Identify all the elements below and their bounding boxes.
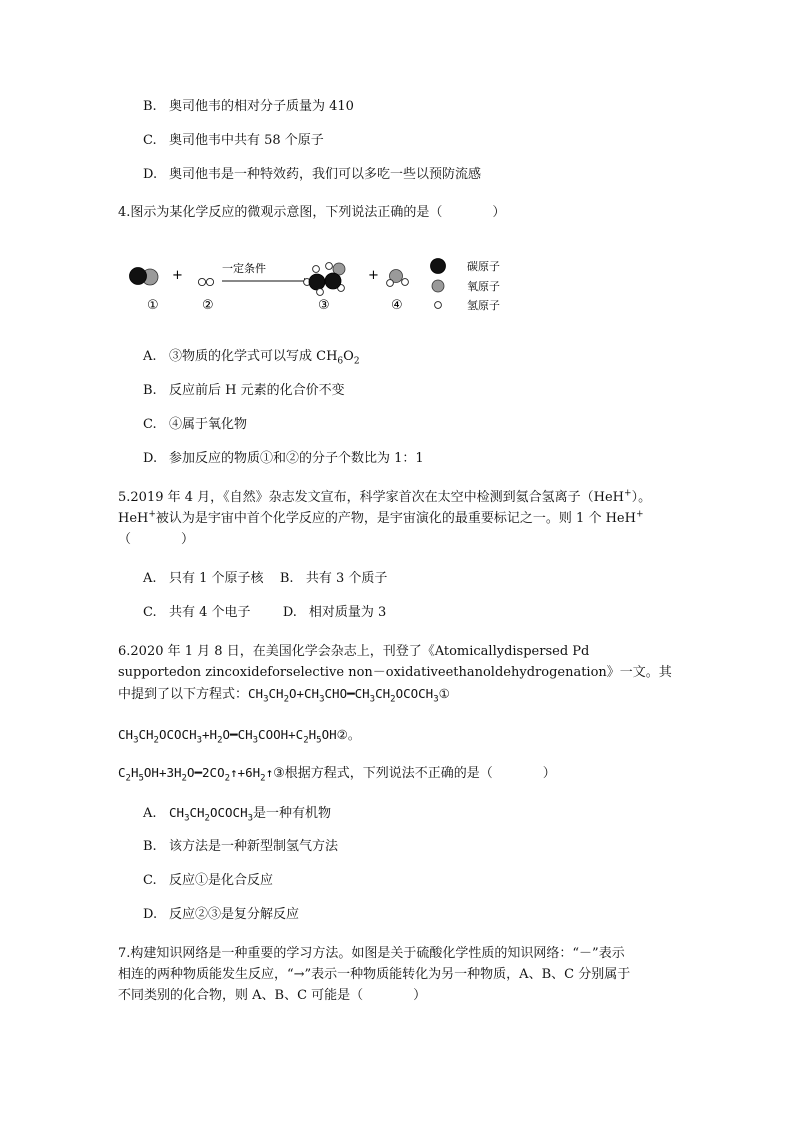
- q6-line-3: [118, 686, 450, 703]
- q5-options-row-2: [143, 605, 386, 621]
- q6-option-d: [143, 907, 299, 923]
- option-text: 只有 1 个原子核: [169, 571, 264, 586]
- option-text: 共有 4 个电子: [169, 605, 251, 620]
- option-text: 反应①是化合反应: [169, 873, 274, 888]
- option-key: D.: [143, 907, 158, 922]
- option-text: 是一种有机物: [253, 806, 332, 821]
- superscript: +: [148, 509, 156, 520]
- arrow-label: 一定条件: [222, 262, 266, 275]
- plus-sign: +: [368, 268, 379, 283]
- option-text: 奥司他韦的相对分子质量为 410: [169, 99, 354, 114]
- q5-line-2: [118, 511, 644, 527]
- superscript: +: [624, 488, 632, 499]
- q4-option-d: [143, 451, 424, 467]
- q7-text: 7.构建知识网络是一种重要的学习方法。如图是关于硫酸化学性质的知识网络：“－”表示: [118, 946, 625, 961]
- option-text: 相对质量为 3: [308, 605, 387, 620]
- option-text: 该方法是一种新型制氢气方法: [169, 839, 339, 854]
- q5-paren-close: ）: [181, 532, 195, 547]
- option-key: D.: [282, 605, 297, 620]
- option-key: A.: [143, 349, 157, 364]
- q7-text: 不同类别的化合物，则 A、B、C 可能是（: [118, 988, 364, 1003]
- q3-option-d: [143, 167, 481, 183]
- option-key: C.: [143, 873, 157, 888]
- option-key: B.: [143, 383, 157, 398]
- equation-3: $C_2H_5OH+3H_2O━2CO_2↑+6H_2↑$: [118, 765, 274, 784]
- q7-line-1: [118, 946, 625, 962]
- molecule-3: [304, 263, 345, 296]
- q3-option-b: [143, 99, 354, 115]
- q6-option-a: [143, 805, 331, 822]
- option-key: D.: [143, 451, 158, 466]
- legend-oxygen: 氧原子: [467, 280, 500, 293]
- label-4: ④: [391, 298, 403, 313]
- molecule-4: [387, 270, 409, 287]
- option-text: 反应前后 H 元素的化合价不变: [169, 383, 345, 398]
- q6-text: supportedon zincoxideforselective non－oxidativeethanoldehydrogenation》一文。其: [118, 665, 672, 680]
- q6-text: ③根据方程式，下列说法不正确的是（: [273, 766, 493, 781]
- q5-text: 5.2019 年 4 月，《自然》杂志发文宣布，科学家首次在太空中检测到氦合氢离子（HeH: [118, 490, 625, 505]
- q5-line-3: [118, 532, 194, 548]
- legend-hydrogen: 氢原子: [467, 299, 500, 312]
- q5-text: HeH: [118, 511, 149, 526]
- reaction-diagram: [120, 252, 520, 318]
- label-1: ①: [147, 298, 159, 313]
- equation-1: $CH_3CH_2O+CH_3CHO━CH_3CH_2OCOCH_3①$: [248, 686, 450, 705]
- plus-sign: +: [172, 268, 183, 283]
- legend: [431, 259, 501, 313]
- q6-stem: [118, 765, 556, 782]
- option-text: O: [343, 349, 354, 364]
- q7-line-3: [118, 988, 426, 1004]
- option-text: 反应②③是复分解反应: [169, 907, 300, 922]
- q6-text: 6.2020 年 1 月 8 日，在美国化学会杂志上，刊登了《Atomicallydispersed Pd: [118, 644, 590, 659]
- q3-option-c: [143, 133, 324, 149]
- molecule-2: [198, 278, 213, 285]
- option-key: A.: [143, 806, 157, 821]
- formula: $CH_3CH_2OCOCH_3$: [169, 805, 254, 824]
- option-key: C.: [143, 417, 157, 432]
- option-key: D.: [143, 167, 158, 182]
- option-key: C.: [143, 133, 157, 148]
- q5-line-1: [118, 490, 651, 506]
- q7-text: ）: [413, 988, 427, 1003]
- q4-option-a: [143, 349, 360, 365]
- q4-option-c: [143, 417, 247, 433]
- q5-text: ）。: [631, 490, 652, 505]
- option-key: C.: [143, 605, 157, 620]
- subscript: 2: [353, 356, 360, 367]
- subscript: 6: [337, 356, 344, 367]
- q6-option-c: [143, 873, 273, 889]
- q4-stem-text: 4.图示为某化学反应的微观示意图，下列说法正确的是（: [118, 205, 443, 220]
- option-text: 奥司他韦中共有 58 个原子: [169, 133, 324, 148]
- option-key: B.: [143, 99, 157, 114]
- q4-stem: [118, 205, 505, 221]
- q4-option-b: [143, 383, 345, 399]
- option-text: 共有 3 个质子: [305, 571, 388, 586]
- label-3: ③: [318, 298, 330, 313]
- q6-line-1: [118, 644, 589, 660]
- legend-carbon: 碳原子: [467, 260, 500, 273]
- q5-paren-open: （: [118, 532, 132, 547]
- q6-text: 中提到了以下方程式：: [118, 687, 249, 702]
- option-text: ③物质的化学式可以写成 CH: [169, 349, 338, 364]
- q7-text: 相连的两种物质能发生反应，“→”表示一种物质能转化为另一种物质，A、B、C 分别属于: [118, 967, 631, 982]
- q6-text: ）: [542, 766, 556, 781]
- equation-2: $CH_3CH_2OCOCH_3+H_2O━CH_3COOH+C_2H_5OH②$。: [118, 727, 361, 746]
- option-key: A.: [143, 571, 157, 586]
- q5-options-row-1: [143, 571, 387, 587]
- q5-text: 被认为是宇宙中首个化学反应的产物，是宇宙演化的最重要标记之一。则 1 个 HeH: [155, 511, 636, 526]
- q6-line-2: [118, 665, 672, 681]
- option-text: 参加反应的物质①和②的分子个数比为 1：1: [169, 451, 424, 466]
- molecule-1: [130, 268, 159, 286]
- option-key: B.: [279, 571, 294, 586]
- label-2: ②: [202, 298, 214, 313]
- q6-option-b: [143, 839, 338, 855]
- option-text: ④属于氧化物: [169, 417, 248, 432]
- q7-line-2: [118, 967, 630, 983]
- q4-stem-close: ）: [492, 205, 506, 220]
- option-text: 奥司他韦是一种特效药，我们可以多吃一些以预防流感: [169, 167, 482, 182]
- superscript: +: [635, 509, 644, 520]
- option-key: B.: [143, 839, 157, 854]
